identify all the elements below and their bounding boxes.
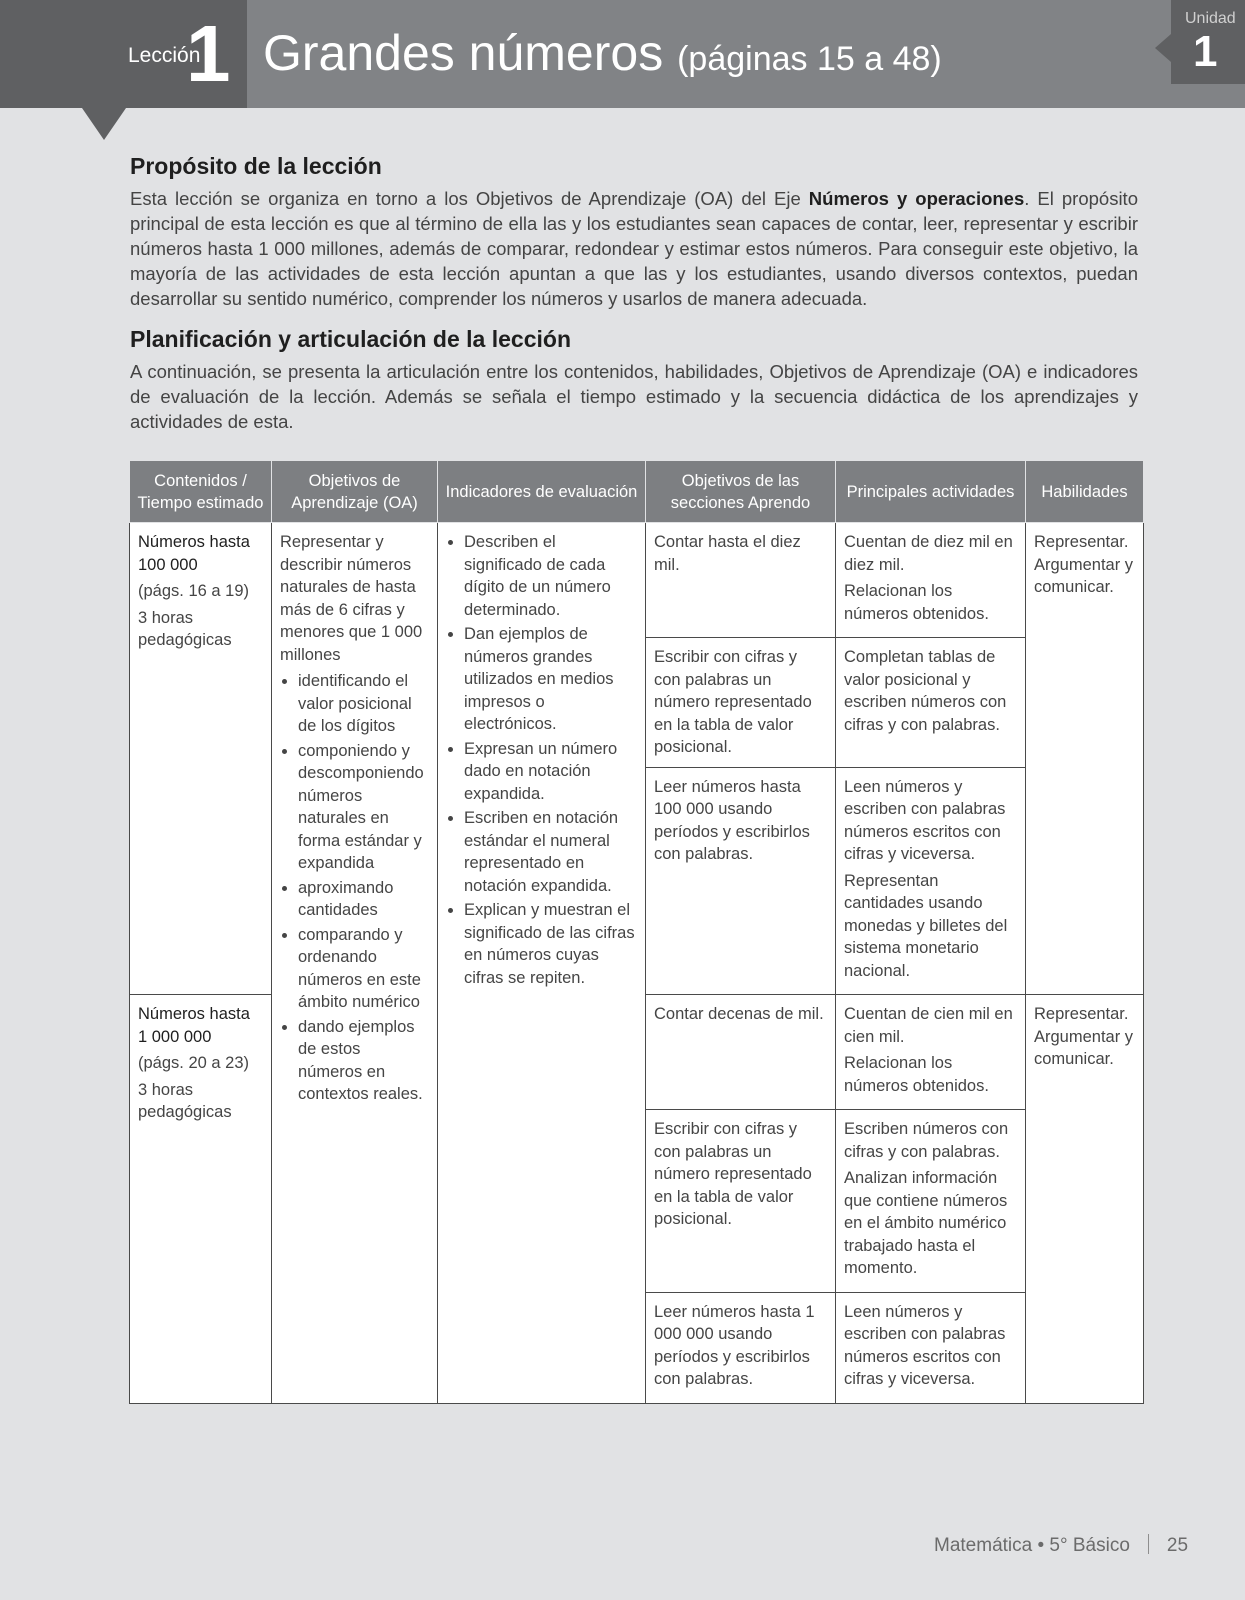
planning-table xyxy=(129,460,1144,1404)
indicator-item: • Expresan un número dado en notación expandida. xyxy=(464,738,637,806)
oa-item: • dando ejemplos de estos números en contextos reales. xyxy=(298,1016,429,1106)
unit-badge-pointer xyxy=(1155,34,1171,62)
indicator-item: • Explican y muestran el significado de las cifras en números cuyas cifras se repiten. xyxy=(464,899,637,989)
page-number: 25 xyxy=(1166,1535,1189,1556)
title-text: Grandes números xyxy=(263,25,664,81)
activity-text: Completan tablas de valor posicional y escriben números con cifras y con palabras. xyxy=(844,648,1007,734)
planning-heading: Planificación y articulación de la lección xyxy=(130,325,571,352)
objective-cell: Contar hasta el diez mil. xyxy=(646,523,836,638)
title-pages: (páginas 15 a 48) xyxy=(677,40,942,78)
unit-number: 1 xyxy=(1193,27,1218,76)
purpose-heading: Propósito de la lección xyxy=(130,153,382,179)
header-indicators: Indicadores de evaluación xyxy=(438,461,646,523)
activities-cell xyxy=(836,995,1026,1110)
header-contents: Contenidos / Tiempo estimado xyxy=(130,461,272,523)
intro-content xyxy=(130,152,1138,434)
activity-text: Leen números y escriben con palabras números escritos con cifras y viceversa. xyxy=(844,777,1006,863)
indicators-cell xyxy=(438,523,646,1404)
activities-cell xyxy=(836,1292,1026,1403)
page-title xyxy=(263,26,942,81)
activities-cell xyxy=(836,1110,1026,1293)
objective-cell: Escribir con cifras y con palabras un número representado en la tabla de valor posicional. xyxy=(646,1110,836,1293)
header-objectives: Objetivos de las secciones Aprendo xyxy=(646,461,836,523)
header-skills: Habilidades xyxy=(1026,461,1144,523)
activity-text: Relacionan los números obtenidos. xyxy=(844,582,989,623)
header-oa: Objetivos de Aprendizaje (OA) xyxy=(272,461,438,523)
indicator-item: • Dan ejemplos de números grandes utilizados en medios impresos o electrónicos. xyxy=(464,623,637,736)
oa-item: • componiendo y descomponiendo números naturales en forma estándar y expandida xyxy=(298,740,429,875)
activity-text: Cuentan de cien mil en cien mil. xyxy=(844,1005,1013,1046)
unit-label: Unidad xyxy=(1185,10,1236,27)
footer-subject: Matemática • 5° Básico xyxy=(934,1535,1130,1556)
activities-cell xyxy=(836,523,1026,638)
content-cell-1 xyxy=(130,523,272,995)
oa-intro: Representar y describir números naturales de hasta más de 6 cifras y menores que 1 000 millones xyxy=(280,533,423,664)
purpose-text-start: Esta lección se organiza en torno a los Objetivos de Aprendizaje (OA) del Eje xyxy=(130,187,809,209)
purpose-text-end: . El propósito principal de esta lección es que al término de ella las y los estudiantes sean capaces de contar, leer, representar y escribir números hasta 1 000 millones, además de comparar, redondear y estimar estos números. Para conseguir este objetivo, la mayoría de las actividades de esta lección apuntan a que las y los estudiantes, usando diversos contextos, puedan desarrollar su sentido numérico, comprender los números y usarlos de manera adecuada. xyxy=(130,187,1138,309)
planning-paragraph: A continuación, se presenta la articulación entre los contenidos, habilidades, Objetivos de Aprendizaje (OA) e indicadores de evaluación de la lección. Además se señala el tiempo estimado y la secuencia didáctica de los aprendizajes y actividades de esta. xyxy=(130,360,1138,432)
oa-item: • identificando el valor posicional de los dígitos xyxy=(298,670,429,738)
content-time: 3 horas pedagógicas xyxy=(138,608,232,649)
skills-cell-1: Representar. Argumentar y comunicar. xyxy=(1026,523,1144,995)
content-time: 3 horas pedagógicas xyxy=(138,1080,232,1121)
footer-divider xyxy=(1148,1534,1149,1554)
objective-cell: Leer números hasta 100 000 usando períodos y escribirlos con palabras. xyxy=(646,767,836,995)
objective-cell: Contar decenas de mil. xyxy=(646,995,836,1110)
indicator-item: • Describen el significado de cada dígito de un número determinado. xyxy=(464,531,637,621)
activities-cell xyxy=(836,767,1026,995)
content-title: Números hasta 100 000 xyxy=(138,533,250,574)
page-footer xyxy=(934,1534,1188,1557)
activity-text: Representan cantidades usando monedas y billetes del sistema monetario nacional. xyxy=(844,871,1008,980)
activities-cell xyxy=(836,638,1026,768)
oa-item: • aproximando cantidades xyxy=(298,877,429,922)
lesson-number: 1 xyxy=(186,9,231,98)
activity-text: Escriben números con cifras y con palabras. xyxy=(844,1120,1009,1161)
indicator-list xyxy=(446,531,637,989)
table-row xyxy=(130,523,1144,638)
content-pages: (págs. 16 a 19) xyxy=(138,582,249,600)
indicator-item: • Escriben en notación estándar el numeral representado en notación expandida. xyxy=(464,807,637,897)
oa-item: • comparando y ordenando números en este ámbito numérico xyxy=(298,924,429,1014)
skills-cell-2: Representar. Argumentar y comunicar. xyxy=(1026,995,1144,1404)
purpose-text-bold: Números y operaciones xyxy=(808,187,1025,209)
header-activities: Principales actividades xyxy=(836,461,1026,523)
lesson-label: Lección xyxy=(128,44,201,67)
content-cell-2 xyxy=(130,995,272,1404)
table-header-row xyxy=(130,461,1144,523)
oa-cell xyxy=(272,523,438,1404)
purpose-paragraph xyxy=(130,186,1138,311)
activity-text: Leen números y escriben con palabras números escritos con cifras y viceversa. xyxy=(844,1302,1006,1388)
objective-cell: Escribir con cifras y con palabras un número representado en la tabla de valor posicional. xyxy=(646,638,836,768)
activity-text: Analizan información que contiene números en el ámbito numérico trabajado hasta el momento. xyxy=(844,1169,1008,1277)
activity-text: Relacionan los números obtenidos. xyxy=(844,1054,989,1095)
oa-list xyxy=(280,670,429,1106)
content-title: Números hasta 1 000 000 xyxy=(138,1005,250,1046)
activity-text: Cuentan de diez mil en diez mil. xyxy=(844,533,1013,574)
content-pages: (págs. 20 a 23) xyxy=(138,1054,249,1072)
objective-cell: Leer números hasta 1 000 000 usando períodos y escribirlos con palabras. xyxy=(646,1292,836,1403)
lesson-badge-pointer xyxy=(82,108,126,140)
